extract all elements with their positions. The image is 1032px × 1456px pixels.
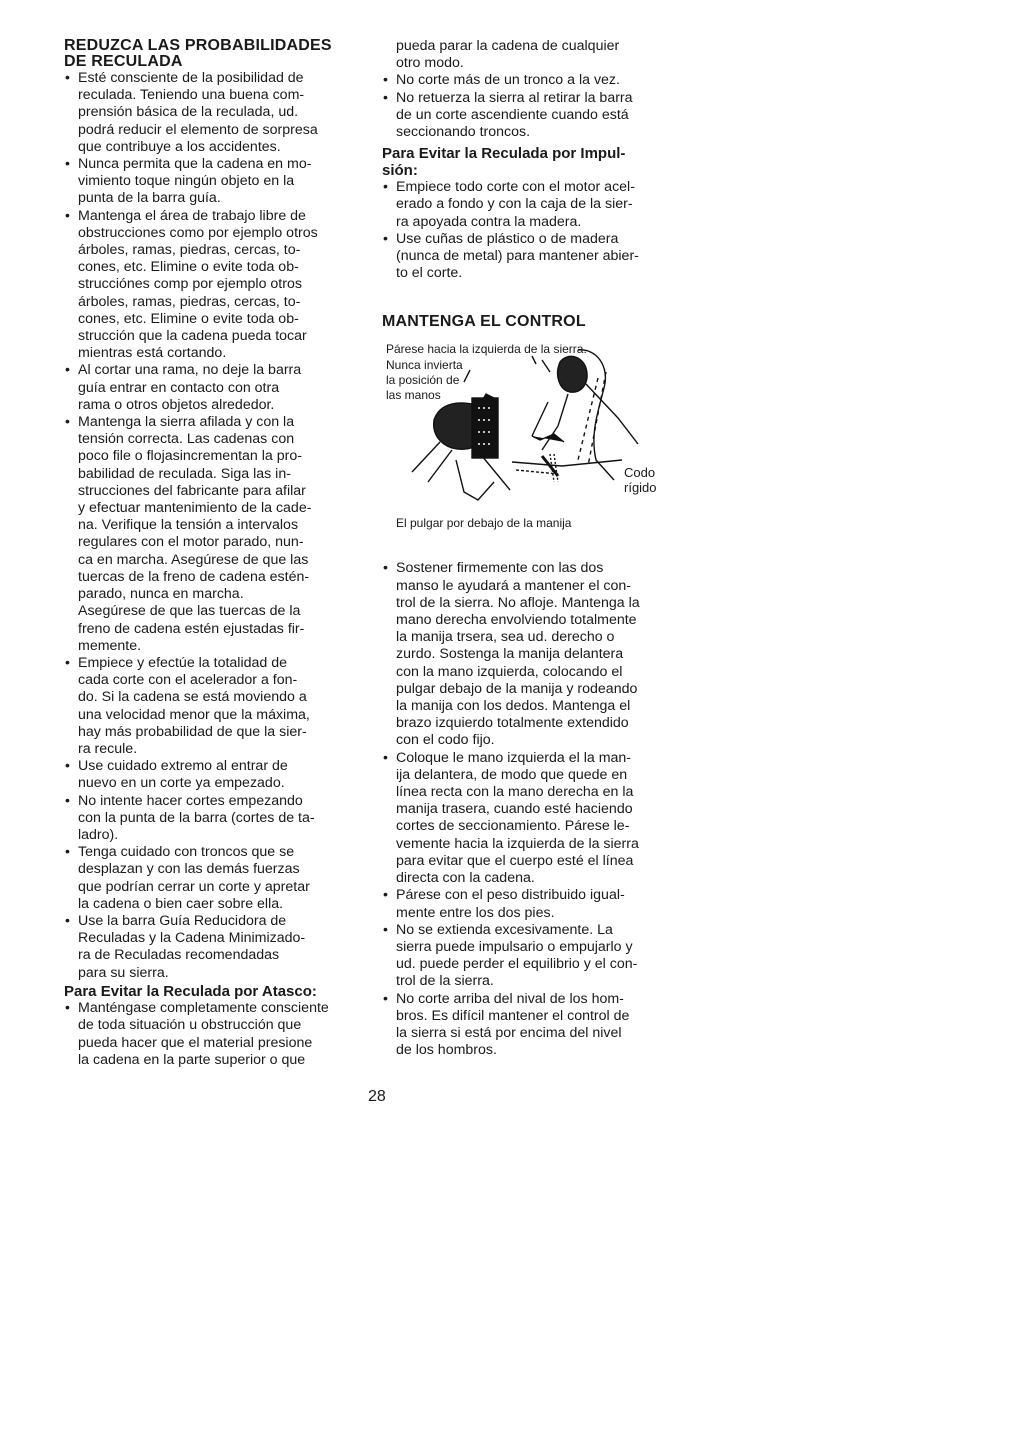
list-item: • Al cortar una rama, no deje la barra guía entrar en contacto con otra rama o otros objetos alrededor.	[64, 362, 360, 414]
list-item: • Use la barra Guía Reducidora de Reculadas y la Cadena Minimizado- ra de Reculadas recomendadas para su sierra.	[64, 913, 360, 982]
list-item: • Esté consciente de la posibilidad de reculada. Teniendo una buena com- prensión básica de la reculada, ud. podrá reducir el elemento de sorpresa que contribuye a los accidentes.	[64, 70, 360, 156]
list-item: • No corte arriba del nival de los hom- bros. Es difícil mantener el control de la sierra si está por encima del nivel de los hombros.	[382, 991, 682, 1060]
pushback-bullet-list	[382, 179, 682, 282]
section-heading-reduce-kickback: REDUZCA LAS PROBABILIDADES DE RECULADA	[64, 37, 332, 70]
list-item: • No corte más de un tronco a la vez.	[382, 72, 682, 89]
list-item: • Mantenga la sierra afilada y con la tensión correcta. Las cadenas con poco file o flojasincrementan la pro- babilidad de reculada. Siga las in- strucciones del fabricante para afilar y efectuar mantenimiento de la cade- na. Verifique la tensión a intervalos regulares con el motor parado, nun- ca en marcha. Asegúrese de que las tuercas de la freno de cadena estén- parado, nunca en marcha. Asegúrese de que las tuercas de la freno de cadena estén ejustadas fir- memente.	[64, 414, 360, 655]
list-item: • Empiece y efectúe la totalidad de cada corte con el acelerador a fon- do. Si la cadena se está moviendo a una velocidad menor que la máxima, hay más probabilidad de que la sier- ra recule.	[64, 655, 360, 758]
figure-label-hands: Nunca invierta la posición de las manos	[386, 358, 463, 402]
list-item: • Nunca permita que la cadena en mo- vimiento toque ningún objeto en la punta de la barra guía.	[64, 156, 360, 208]
control-bullet-list	[382, 560, 682, 1059]
list-item: • Use cuidado extremo al entrar de nuevo en un corte ya empezado.	[64, 758, 360, 792]
list-item: • Use cuñas de plástico o de madera (nunca de metal) para mantener abier- to el corte.	[382, 231, 682, 283]
left-column	[64, 38, 360, 1069]
figure-caption-bottom: El pulgar por debajo de la manija	[396, 516, 572, 531]
continued-text: pueda parar la cadena de cualquier otro modo.	[396, 38, 620, 72]
list-item: • Tenga cuidado con troncos que se desplazan y con las demás fuerzas que podrían cerrar un corte y apretar la cadena o bien caer sobre ella.	[64, 844, 360, 913]
list-item: • No intente hacer cortes empezando con la punta de la barra (cortes de ta- ladro).	[64, 793, 360, 845]
figure-caption-top: Párese hacia la izquierda de la sierra.	[386, 342, 587, 357]
figure-label-elbow: Codo rígido	[624, 465, 657, 496]
list-item: • Mantenga el área de trabajo libre de obstrucciones como por ejemplo otros árboles, ramas, piedras, cercas, to- cones, etc. Elimine o evite toda ob- strucciónes comp por ejemplo otros árboles, ramas, piedras, cercas, to- cones, etc. Elimine o evite toda ob- strucción que la cadena pueda tocar mientras está cortando.	[64, 208, 360, 363]
list-item: • Sostener firmemente con las dos manso le ayudará a mantener el con- trol de la sierra. No afloje. Mantenga la mano derecha envolviendo totalmente la manija trsera, sea ud. derecho o zurdo. Sostenga la manija delantera con la mano izquierda, colocando el pulgar debajo de la manija y rodeando la manija con los dedos. Mantenga el brazo izquierdo totalmente extendido con el codo fijo.	[382, 560, 682, 749]
section-heading-keep-control: MANTENGA EL CONTROL	[382, 313, 586, 331]
pinch-bullet-list	[64, 1000, 360, 1069]
subheading-pushback: Para Evitar la Reculada por Impul- sión:	[382, 145, 626, 179]
list-item: • No retuerza la sierra al retirar la barra de un corte ascendiente cuando está seccionando troncos.	[382, 90, 682, 142]
log-bullet-list	[382, 72, 682, 141]
list-item: • Coloque le mano izquierda el la man- ija delantera, de modo que quede en línea recta con la mano derecha en la manija trasera, cuando esté haciendo cortes de seccionamiento. Párese le- vemente hacia la izquierda de la sierra para evitar que el cuerpo esté el línea directa con la cadena.	[382, 750, 682, 888]
grip-figure	[382, 342, 682, 542]
page-number: 28	[368, 1088, 386, 1105]
right-column	[382, 38, 682, 1059]
list-item: • Manténgase completamente consciente de toda situación u obstrucción que pueda hacer que el material presione la cadena en la parte superior o que	[64, 1000, 360, 1069]
list-item: • No se extienda excesivamente. La sierra puede impulsario o empujarlo y ud. puede perder el equilibrio y el con- trol de la sierra.	[382, 922, 682, 991]
list-item: • Párese con el peso distribuido igual- mente entre los dos pies.	[382, 887, 682, 921]
kickback-bullet-list	[64, 70, 360, 982]
list-item: • Empiece todo corte con el motor acel- erado a fondo y con la caja de la sier- ra apoyada contra la madera.	[382, 179, 682, 231]
subheading-pinch-kickback: Para Evitar la Reculada por Atasco:	[64, 982, 317, 1000]
